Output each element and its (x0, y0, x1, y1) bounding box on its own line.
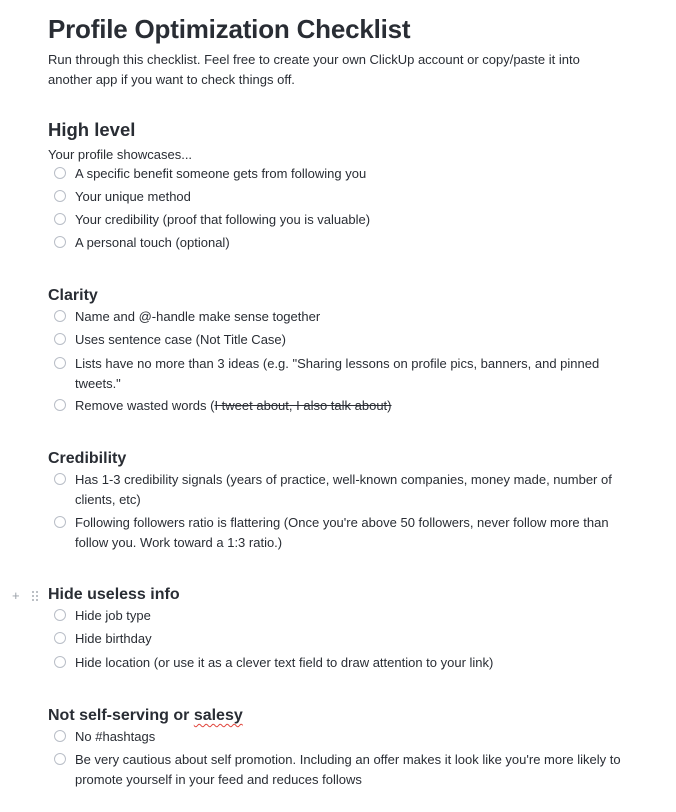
add-block-icon[interactable]: + (12, 588, 20, 603)
checklist-item (54, 750, 624, 790)
item-text-plain: Remove wasted words ( (75, 398, 215, 413)
checklist-item-text: A specific benefit someone gets from following you (75, 166, 367, 181)
heading-hide-useless-info: Hide useless info (48, 586, 180, 603)
checklist-item (54, 210, 624, 230)
checklist-item-text: Uses sentence case (Not Title Case) (75, 332, 286, 347)
block-gutter (12, 588, 38, 603)
checklist-item (54, 307, 624, 327)
checklist-item-text: Following followers ratio is flattering (Once you're above 50 followers, never follow more than follow you. Work toward a 1:3 ratio.) (75, 515, 609, 550)
checkbox[interactable] (54, 213, 66, 225)
high-level-lead: Your profile showcases... (48, 147, 193, 162)
checklist-item-text: Name and @-handle make sense together (75, 309, 321, 324)
checklist-item (54, 513, 624, 553)
heading-credibility: Credibility (48, 450, 127, 467)
checklist-item-text: Has 1-3 credibility signals (years of practice, well-known companies, money made, number of clients, etc) (75, 472, 612, 507)
checkbox[interactable] (54, 656, 66, 668)
checklist-item (54, 330, 624, 350)
checklist-item-text: Your unique method (75, 189, 191, 204)
checkbox[interactable] (54, 516, 66, 528)
heading-not-self-serving (48, 707, 243, 725)
checklist-item (54, 606, 624, 626)
heading-high-level: High level (48, 119, 136, 140)
checklist-item-text: No #hashtags (75, 729, 156, 744)
page-title: Profile Optimization Checklist (48, 14, 411, 44)
checklist-item-text: Your credibility (proof that following you is valuable) (75, 212, 371, 227)
checklist-item-text: Lists have no more than 3 ideas (e.g. "Sharing lessons on profile pics, banners, and pinned tweets." (75, 356, 600, 391)
checklist-item-text: Hide location (or use it as a clever text field to draw attention to your link) (75, 655, 494, 670)
checkbox[interactable] (54, 730, 66, 742)
checklist-item (54, 470, 624, 510)
checklist-item (54, 354, 624, 394)
checklist-item-text: Hide birthday (75, 631, 152, 646)
checklist-item (54, 396, 624, 416)
heading-text: Not self-serving or (48, 707, 194, 724)
checkbox[interactable] (54, 236, 66, 248)
checklist-item (54, 629, 624, 649)
checklist-item (54, 233, 624, 253)
checklist-item-text (75, 396, 624, 416)
item-text-strikethrough: I tweet about, I also talk about) (214, 398, 392, 413)
heading-clarity: Clarity (48, 287, 98, 304)
checkbox[interactable] (54, 190, 66, 202)
checkbox[interactable] (54, 167, 66, 179)
checkbox[interactable] (54, 632, 66, 644)
drag-handle-icon[interactable] (32, 591, 38, 601)
checkbox[interactable] (54, 473, 66, 485)
checklist-item-text: Hide job type (75, 608, 151, 623)
checkbox[interactable] (54, 753, 66, 765)
checkbox[interactable] (54, 399, 66, 411)
intro-paragraph: Run through this checklist. Feel free to create your own ClickUp account or copy/paste it into another app if you want to check things off. (48, 52, 580, 87)
checkbox[interactable] (54, 357, 66, 369)
heading-text-misspelled: salesy (193, 707, 243, 724)
checklist-item (54, 727, 624, 747)
checklist-item-text: Be very cautious about self promotion. Including an offer makes it look like you're more likely to promote yourself in your feed and reduces follows (75, 752, 621, 787)
checkbox[interactable] (54, 310, 66, 322)
checklist-item (54, 187, 624, 207)
checklist-item (54, 653, 624, 673)
checklist-item (54, 164, 624, 184)
checklist-item-text: A personal touch (optional) (75, 235, 230, 250)
checkbox[interactable] (54, 333, 66, 345)
checkbox[interactable] (54, 609, 66, 621)
